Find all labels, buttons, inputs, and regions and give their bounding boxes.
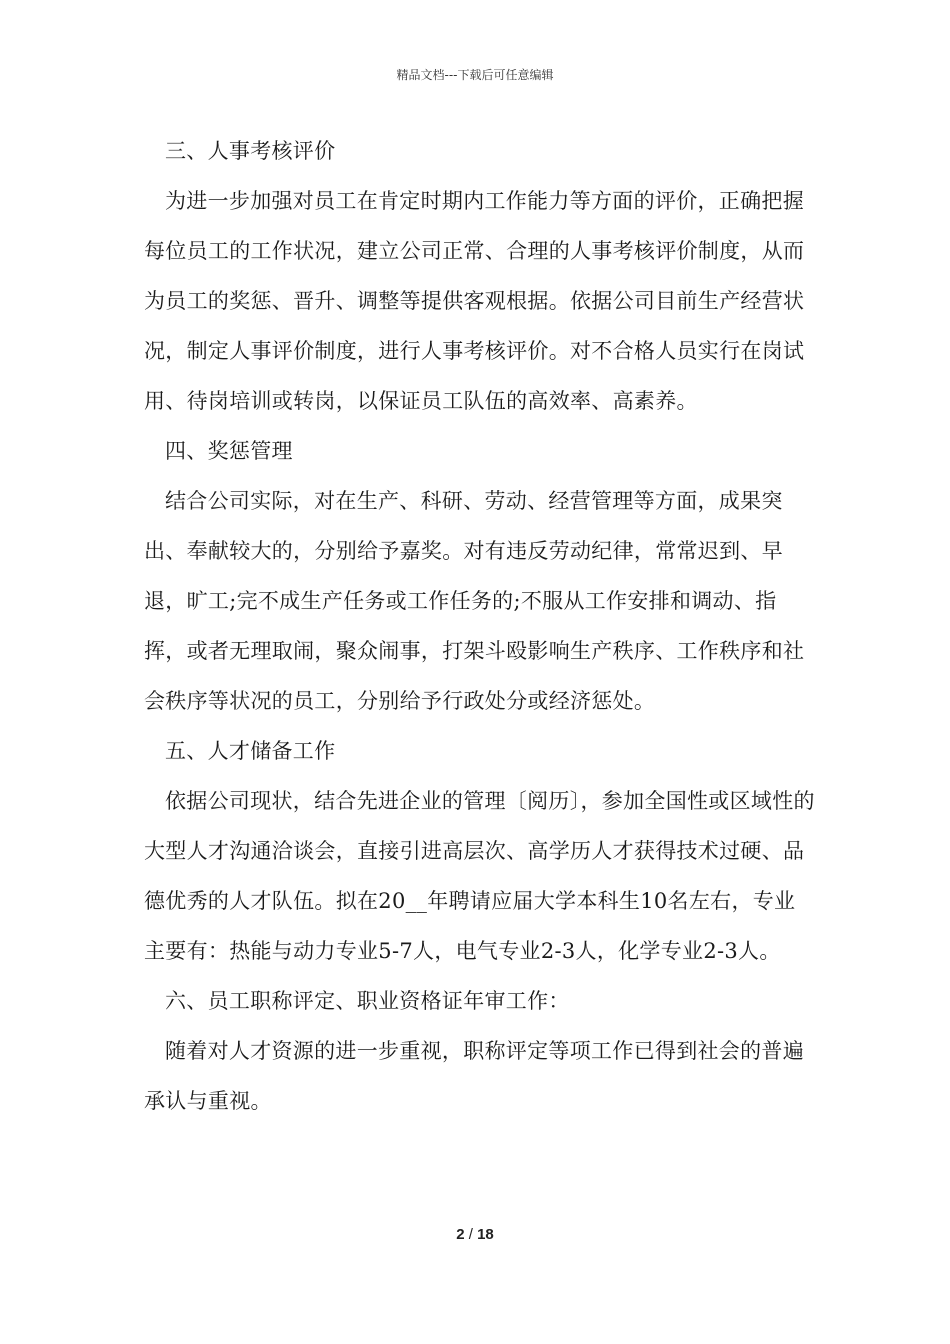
paragraph-rewards: 结合公司实际，对在生产、科研、劳动、经营管理等方面，成果突出、奉献较大的，分别给予嘉奖。对有违反劳动纪律，常常迟到、早退，旷工;完不成生产任务或工作任务的;不服从工作安排和调动、指挥，或者无理取闹，聚众闹事，打架斗殴影响生产秩序、工作秩序和社会秩序等状况的员工，分别给予行政处分或经济惩处。 — [144, 489, 805, 713]
paragraph-title-evaluation: 随着对人才资源的进一步重视，职称评定等项工作已得到社会的普遍承认与重视。 — [144, 1039, 804, 1113]
section-heading-talent-reserve: 五、人才储备工作 — [165, 739, 336, 763]
section-heading-rewards: 四、奖惩管理 — [165, 439, 293, 463]
page-separator: / — [468, 1226, 473, 1243]
document-body — [144, 126, 816, 1126]
paragraph-appraisal: 为进一步加强对员工在肯定时期内工作能力等方面的评价，正确把握每位员工的工作状况，建立公司正常、合理的人事考核评价制度，从而为员工的奖惩、晋升、调整等提供客观根据。依据公司目前生产经营状况，制定人事评价制度，进行人事考核评价。对不合格人员实行在岗试用、待岗培训或转岗，以保证员工队伍的高效率、高素养。 — [144, 189, 805, 413]
total-pages: 18 — [477, 1226, 494, 1243]
page-number — [0, 1226, 950, 1243]
page-header: 精品文档---下载后可任意编辑 — [396, 68, 554, 82]
section-heading-appraisal: 三、人事考核评价 — [165, 139, 336, 163]
current-page: 2 — [456, 1226, 465, 1243]
section-heading-title-evaluation: 六、员工职称评定、职业资格证年审工作： — [165, 989, 570, 1013]
paragraph-talent-reserve: 依据公司现状，结合先进企业的管理〔阅历〕，参加全国性或区域性的大型人才沟通洽谈会，直接引进高层次、高学历人才获得技术过硬、品德优秀的人才队伍。拟在20__年聘请应届大学本科生10名左右，专业主要有：热能与动力专业5-7人，电气专业2-3人，化学专业2-3人。 — [144, 789, 815, 963]
